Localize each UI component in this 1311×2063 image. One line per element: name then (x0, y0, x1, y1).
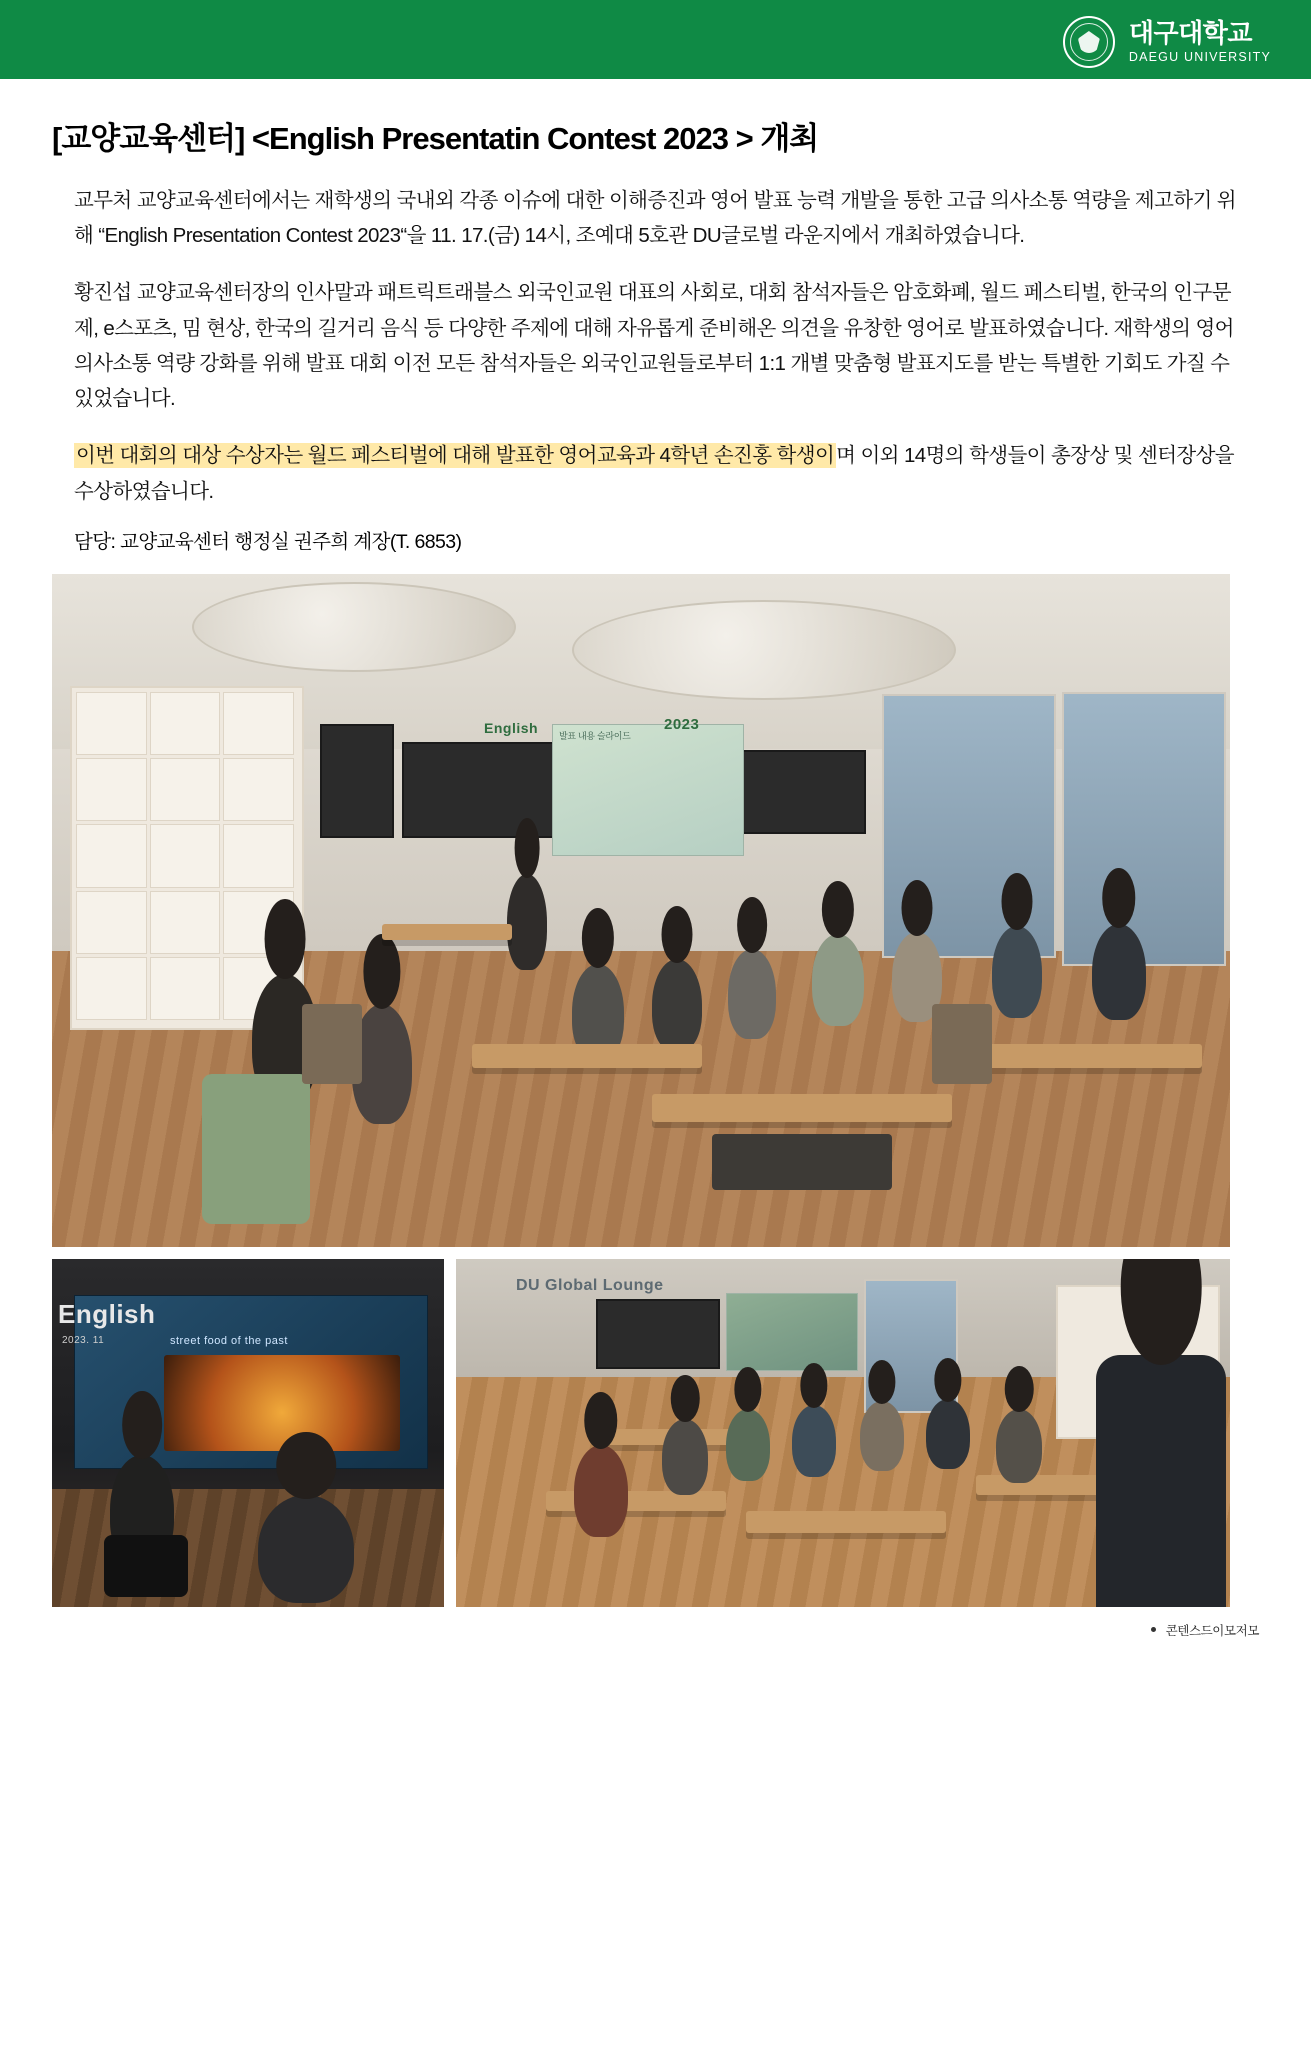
highlighted-sentence: 이번 대회의 대상 수상자는 월드 페스티벌에 대해 발표한 영어교육과 4학년 손진홍 학생이 (76, 444, 835, 468)
person-head (582, 908, 614, 968)
person-head (1002, 873, 1033, 930)
shelf-cell (223, 824, 294, 887)
award-sentence-rest: 며 이외 14명의 학생들이 총장상 및 센터장상을 수상하였습니다. (74, 444, 1235, 503)
audience-person (1092, 924, 1146, 1020)
photo-main-scene (52, 574, 1230, 1247)
page-footer (0, 1607, 1311, 1661)
window-right-2 (1062, 692, 1226, 966)
footer-note: 콘텐스드이모저모 (1165, 1623, 1259, 1638)
brand-text (1129, 20, 1271, 63)
shelf-cell (76, 692, 147, 755)
page-header (0, 0, 1311, 84)
audience-person (728, 949, 776, 1039)
shelf-cell (150, 692, 221, 755)
audience-person (926, 1399, 970, 1469)
shelf-cell (223, 692, 294, 755)
screen-year-label: 2023 (664, 715, 700, 733)
paragraph-award (52, 438, 1259, 509)
green-chair (202, 1074, 310, 1224)
seated-attendee (258, 1495, 354, 1603)
ceiling-light-ring-2 (572, 600, 956, 700)
lounge-scene (456, 1259, 1230, 1607)
wall-monitor-right (742, 750, 866, 834)
shelf-cell (76, 891, 147, 954)
slide-title-label: street food of the past (170, 1334, 288, 1347)
bullet-dot-icon (1151, 1627, 1156, 1632)
audience-person (662, 1419, 708, 1495)
document-body (0, 84, 1311, 558)
person-head (671, 1375, 700, 1422)
person-head (265, 899, 306, 980)
brand-name-en: DAEGU UNIVERSITY (1128, 49, 1271, 64)
chair (302, 1004, 362, 1084)
audience-person (996, 1409, 1042, 1483)
audience-person (860, 1401, 904, 1471)
bookshelf-cells (76, 692, 294, 1020)
person-head (902, 880, 933, 936)
audience-person (574, 1445, 628, 1537)
shelf-cell (150, 957, 221, 1020)
table (472, 1044, 702, 1068)
photo-bottom-right (456, 1259, 1230, 1607)
brand-name-ko: 대구대학교 (1128, 18, 1252, 49)
shelf-cell (76, 824, 147, 887)
paragraph-details: 황진섭 교양교육센터장의 인사말과 패트릭트래블스 외국인교원 대표의 사회로, 대회 참석자들은 암호화폐, 월드 페스티벌, 한국의 인구문제, e스포츠, 밈 현상, 한국의 길거리 음식 등 다양한 주제에 대해 자유롭게 준비해온 의견을 유창한 영어로 발표하였습니다. 재학생의 영어 의사소통 역량 강화를 위해 발표 대회 이전 모든 참석자들은 외국인교원들로부터 1:1 개별 맞춤형 발표지도를 받는 특별한 기회도 가질 수 있었습니다. (74, 281, 1234, 410)
shelf-cell (150, 758, 221, 821)
person-head (800, 1363, 827, 1408)
ceiling-light-ring-1 (192, 582, 516, 672)
audience-person (812, 934, 864, 1026)
table (546, 1491, 726, 1511)
seal-mark-icon (1078, 31, 1100, 53)
lounge-whiteboard (726, 1293, 858, 1371)
shelf-cell (76, 758, 147, 821)
shelf-cell (150, 891, 221, 954)
standing-facilitator (1096, 1355, 1226, 1607)
presentation-screen-text: 발표 내용 슬라이드 (559, 730, 631, 741)
audience-person (992, 926, 1042, 1018)
presenter (507, 874, 547, 970)
shelf-cell (150, 824, 221, 887)
person-head (822, 881, 854, 938)
screen-brand-label: English (58, 1298, 156, 1329)
person-head (734, 1367, 761, 1412)
person-head (662, 906, 693, 963)
person-head (737, 897, 767, 953)
person-head (276, 1432, 336, 1499)
contact-line: 담당: 교양교육센터 행정실 권주희 계장(T. 6853) (74, 530, 462, 553)
audience-person (792, 1405, 836, 1477)
audience-person (726, 1409, 770, 1481)
photo-gallery (0, 574, 1311, 1607)
person-head (1102, 868, 1135, 928)
lounge-name-label: DU Global Lounge (516, 1276, 664, 1294)
presenter-head (515, 818, 540, 878)
seal-inner-ring (1070, 23, 1108, 61)
photo-row (52, 1259, 1259, 1607)
chair (932, 1004, 992, 1084)
photo-bottom-left (52, 1259, 444, 1607)
slide-food-image (164, 1355, 400, 1451)
presentation-screen (552, 724, 744, 856)
screen-title-label: English (484, 719, 539, 736)
table (382, 924, 512, 940)
university-brand (1063, 16, 1271, 68)
university-seal-icon (1063, 16, 1115, 68)
photo-main (52, 574, 1230, 1247)
person-head (122, 1391, 162, 1459)
paragraph-intro: 교무처 교양교육센터에서는 재학생의 국내외 각종 이슈에 대한 이해증진과 영어 발표 능력 개발을 통한 고급 의사소통 역량을 제고하기 위해 “English Presentation Contest 2023“을 11. 17.(금) 14시, 조예대 5호관 DU글로벌 라운지에서 개최하였습니다. (74, 188, 1236, 247)
screen-date-label: 2023. 11 (62, 1334, 105, 1346)
wheelchair (104, 1535, 188, 1597)
shelf-cell (223, 758, 294, 821)
table (652, 1094, 952, 1122)
shelf-cell (76, 957, 147, 1020)
wall-monitor-left (320, 724, 394, 838)
page-title: [교양교육센터] <English Presentatin Contest 2023 > 개최 (52, 121, 819, 156)
dark-bench (712, 1134, 892, 1190)
person-head (1005, 1366, 1034, 1412)
table (982, 1044, 1202, 1068)
audience-person (652, 959, 702, 1051)
lounge-monitor (596, 1299, 720, 1369)
table (746, 1511, 946, 1533)
